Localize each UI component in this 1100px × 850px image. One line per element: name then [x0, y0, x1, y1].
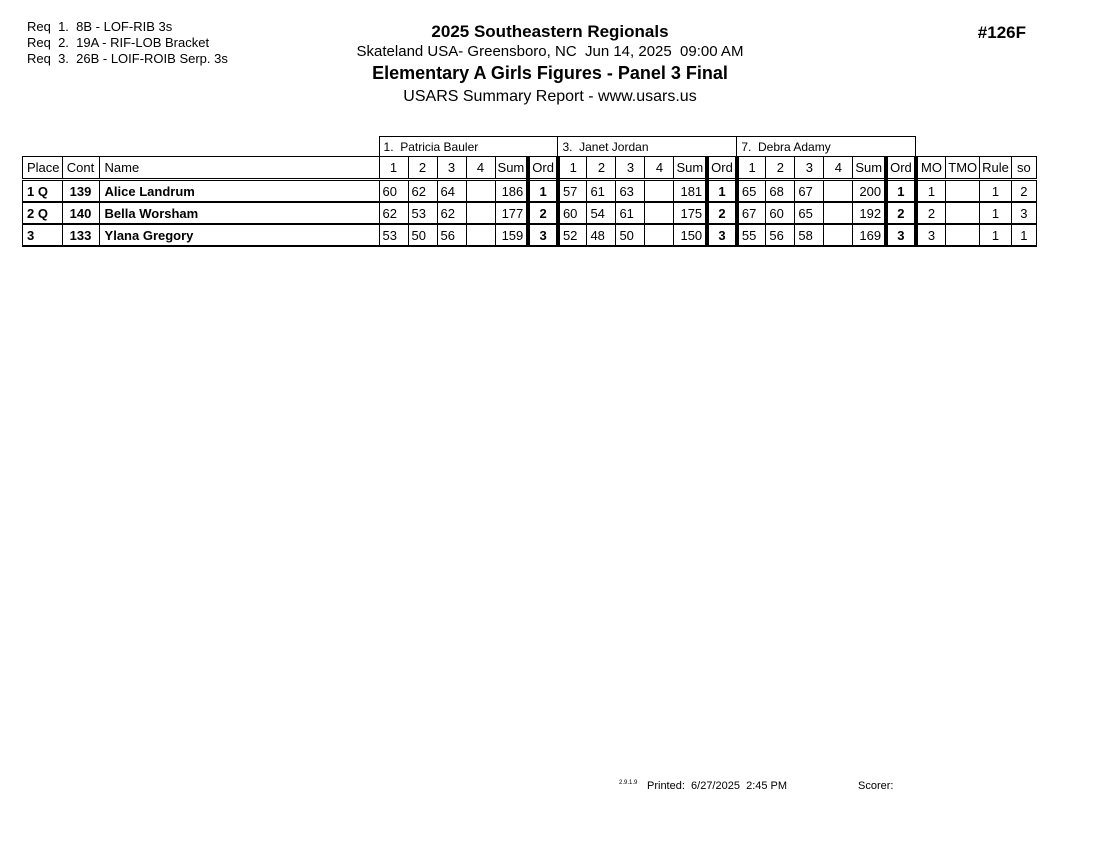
score-cell: 57 [558, 180, 587, 203]
sum-cell: 169 [853, 224, 886, 246]
score-cell: 53 [379, 224, 408, 246]
score-cell: 54 [587, 202, 616, 224]
score-cell [824, 224, 853, 246]
report-type-line: USARS Summary Report - www.usars.us [403, 88, 697, 105]
ord-cell: 3 [886, 224, 916, 246]
sum-cell: 150 [674, 224, 707, 246]
ord-cell: 3 [707, 224, 737, 246]
ord-header: Ord [886, 157, 916, 180]
printed-timestamp: Printed: 6/27/2025 2:45 PM [647, 780, 788, 792]
ord-cell: 1 [528, 180, 558, 203]
score-cell: 62 [408, 180, 437, 203]
report-header [0, 21, 1100, 108]
score-header: 3 [795, 157, 824, 180]
judges-header-row [23, 137, 1037, 157]
column-header-row [23, 157, 1037, 180]
sum-cell: 175 [674, 202, 707, 224]
requirement-item: Req 2. 19A - RIF-LOB Bracket [27, 35, 210, 50]
ord-cell: 2 [528, 202, 558, 224]
place-cell: 1 Q [23, 180, 63, 203]
score-cell: 65 [795, 202, 824, 224]
tmo-cell [946, 202, 980, 224]
sum-cell: 159 [495, 224, 528, 246]
score-cell: 56 [766, 224, 795, 246]
mo-cell: 3 [916, 224, 946, 246]
rule-cell: 1 [980, 202, 1012, 224]
scorer-label: Scorer: [858, 780, 894, 792]
mo-cell: 1 [916, 180, 946, 203]
score-cell: 65 [737, 180, 766, 203]
name-header: Name [99, 157, 379, 180]
place-cell: 2 Q [23, 202, 63, 224]
score-cell [645, 224, 674, 246]
score-cell: 58 [795, 224, 824, 246]
ord-cell: 2 [886, 202, 916, 224]
so-cell: 3 [1011, 202, 1036, 224]
score-cell [824, 202, 853, 224]
score-header: 1 [558, 157, 587, 180]
name-cell: Bella Worsham [99, 202, 379, 224]
event-title: Elementary A Girls Figures - Panel 3 Final [372, 63, 728, 83]
score-cell: 60 [558, 202, 587, 224]
so-cell: 1 [1011, 224, 1036, 246]
judge-name-header: 1. Patricia Bauler [379, 137, 558, 157]
sum-cell: 200 [853, 180, 886, 203]
score-cell: 50 [408, 224, 437, 246]
ord-header: Ord [528, 157, 558, 180]
score-cell: 48 [587, 224, 616, 246]
requirement-item: Req 1. 8B - LOF-RIB 3s [27, 19, 173, 34]
rule-cell: 1 [980, 224, 1012, 246]
score-cell: 60 [379, 180, 408, 203]
score-header: 3 [437, 157, 466, 180]
place-cell: 3 [23, 224, 63, 246]
score-header: 1 [737, 157, 766, 180]
venue-date-line: Skateland USA- Greensboro, NC Jun 14, 2025 09:00 AM [356, 43, 744, 60]
judge-name-header: 7. Debra Adamy [737, 137, 916, 157]
score-header: 2 [766, 157, 795, 180]
score-cell [645, 202, 674, 224]
sum-cell: 192 [853, 202, 886, 224]
score-cell: 55 [737, 224, 766, 246]
score-cell: 67 [795, 180, 824, 203]
score-cell [466, 202, 495, 224]
score-header: 4 [824, 157, 853, 180]
sum-header: Sum [853, 157, 886, 180]
so-header: so [1011, 157, 1036, 180]
score-cell: 61 [616, 202, 645, 224]
ord-header: Ord [707, 157, 737, 180]
mo-cell: 2 [916, 202, 946, 224]
score-cell [466, 180, 495, 203]
score-cell: 67 [737, 202, 766, 224]
judge-name-header: 3. Janet Jordan [558, 137, 737, 157]
score-header: 4 [466, 157, 495, 180]
score-cell: 64 [437, 180, 466, 203]
so-cell: 2 [1011, 180, 1036, 203]
name-cell: Alice Landrum [99, 180, 379, 203]
ord-cell: 2 [707, 202, 737, 224]
score-cell [824, 180, 853, 203]
sum-header: Sum [495, 157, 528, 180]
score-cell: 63 [616, 180, 645, 203]
ord-cell: 3 [528, 224, 558, 246]
score-cell: 62 [437, 202, 466, 224]
cont-header: Cont [62, 157, 99, 180]
ord-cell: 1 [707, 180, 737, 203]
score-cell: 60 [766, 202, 795, 224]
score-cell [466, 224, 495, 246]
ord-cell: 1 [886, 180, 916, 203]
score-cell: 50 [616, 224, 645, 246]
score-cell: 68 [766, 180, 795, 203]
score-cell [645, 180, 674, 203]
results-table [22, 136, 1037, 247]
score-cell: 61 [587, 180, 616, 203]
tmo-cell [946, 180, 980, 203]
sum-header: Sum [674, 157, 707, 180]
score-cell: 53 [408, 202, 437, 224]
rule-header: Rule [980, 157, 1012, 180]
corner-spacer [23, 137, 380, 157]
table-row [23, 202, 1037, 224]
tmo-header: TMO [946, 157, 980, 180]
score-header: 2 [587, 157, 616, 180]
sum-cell: 186 [495, 180, 528, 203]
score-cell: 56 [437, 224, 466, 246]
cont-cell: 133 [62, 224, 99, 246]
score-header: 4 [645, 157, 674, 180]
table-row [23, 180, 1037, 203]
table-row [23, 224, 1037, 246]
score-header: 1 [379, 157, 408, 180]
cont-cell: 139 [62, 180, 99, 203]
tmo-cell [946, 224, 980, 246]
place-header: Place [23, 157, 63, 180]
sum-cell: 177 [495, 202, 528, 224]
corner-spacer [916, 137, 1037, 157]
software-version: 2.9.1.9 [619, 780, 638, 786]
score-header: 3 [616, 157, 645, 180]
results-table-wrapper [22, 136, 1037, 247]
event-number: #126F [977, 23, 1026, 42]
cont-cell: 140 [62, 202, 99, 224]
rule-cell: 1 [980, 180, 1012, 203]
score-cell: 52 [558, 224, 587, 246]
requirement-item: Req 3. 26B - LOIF-ROIB Serp. 3s [27, 51, 228, 66]
mo-header: MO [916, 157, 946, 180]
competition-title: 2025 Southeastern Regionals [431, 22, 669, 41]
score-header: 2 [408, 157, 437, 180]
name-cell: Ylana Gregory [99, 224, 379, 246]
score-cell: 62 [379, 202, 408, 224]
sum-cell: 181 [674, 180, 707, 203]
